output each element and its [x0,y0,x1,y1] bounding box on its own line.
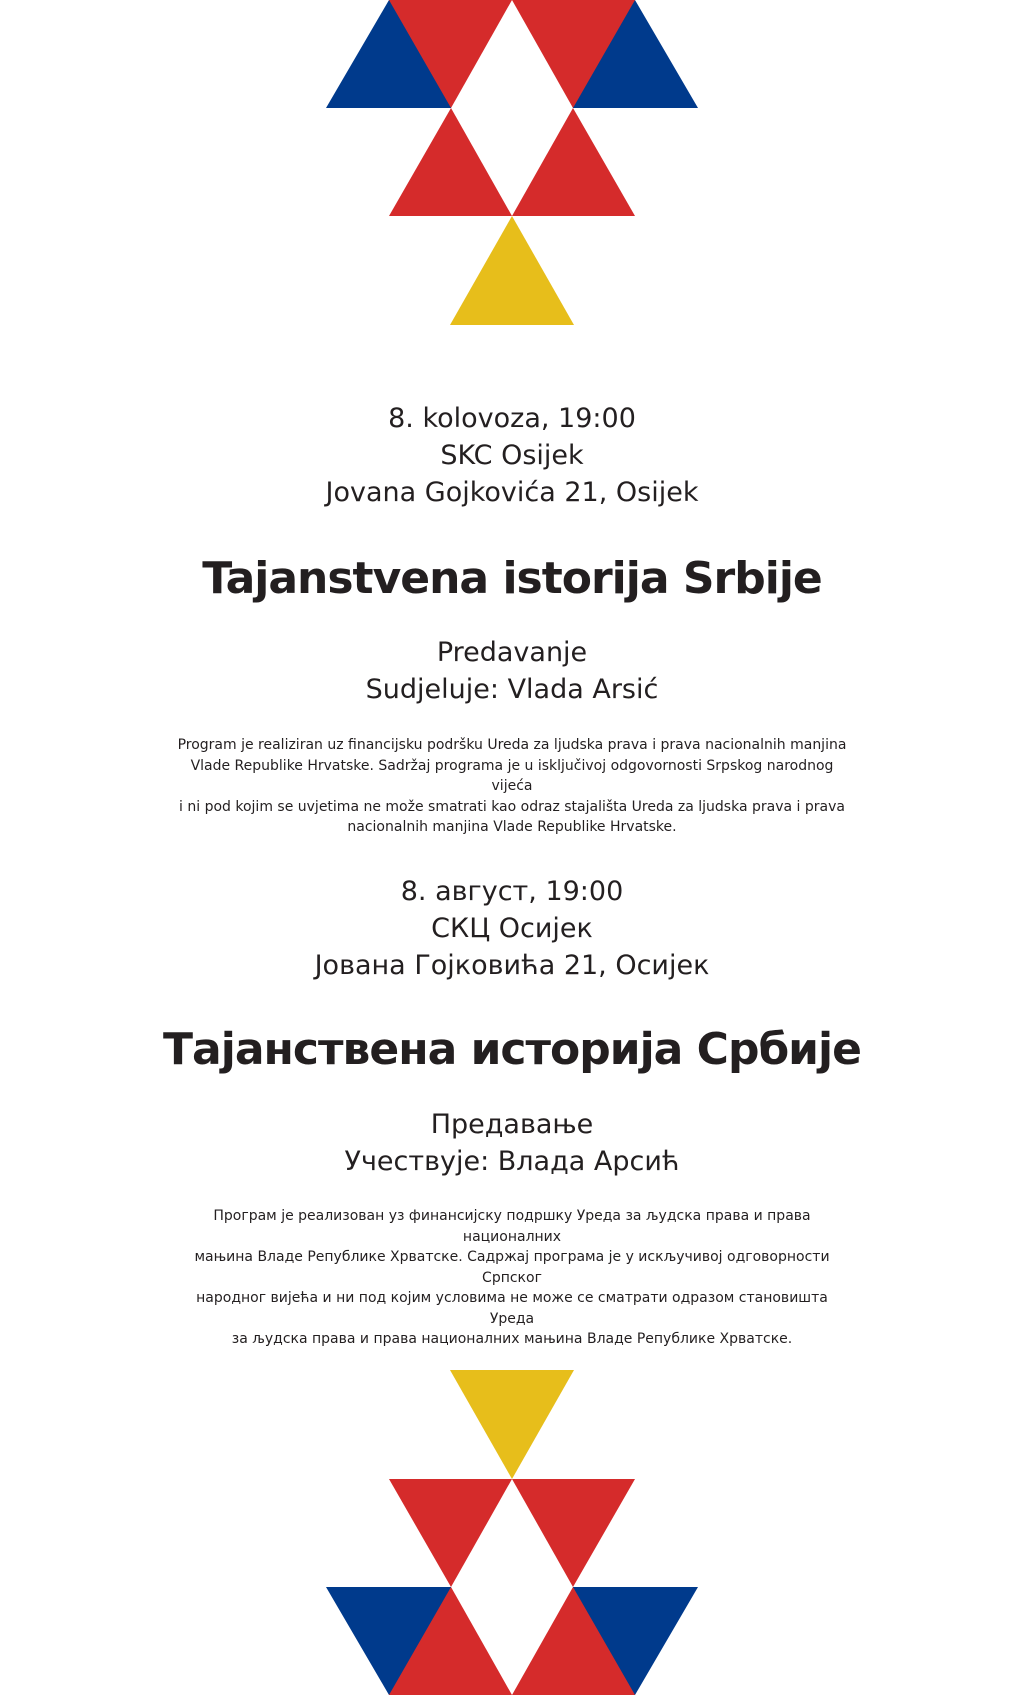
latin-note-line: Vlade Republike Hrvatske. Sadržaj programa je u isključivoj odgovornosti Srpskog narodnog vijeća [190,757,834,794]
latin-venue: SKC Osijek [440,440,584,471]
cyrillic-address: Јована Гојковића 21, Осијек [314,950,710,981]
latin-event-type: Predavanje [436,637,588,668]
cyrillic-event-type: Предавање [430,1109,594,1140]
latin-note-line: nacionalnih manjina Vlade Republike Hrvatske. [347,819,677,835]
red-triangle-mid-right [512,108,635,216]
latin-address: Jovana Gojkovića 21, Osijek [325,477,699,508]
cyrillic-note-line: народног вијећа и ни под којим условима не може се сматрати одразом становишта Уреда [196,1290,828,1327]
cyrillic-speaker: Учествује: Влада Арсић [344,1146,680,1177]
cyrillic-funding-note [172,1206,852,1350]
latin-event-info [0,400,1024,511]
latin-details [0,634,1024,708]
cyrillic-event-info [0,873,1024,984]
latin-funding-note [172,735,852,838]
cyrillic-note-line: Програм је реализован уз финансијску подршку Уреда за људска права и права националних [213,1208,811,1245]
cyrillic-title: Тајанствена историја Србије [163,1024,861,1075]
latin-title: Tajanstvena istorija Srbije [202,553,822,604]
cyrillic-date: 8. август, 19:00 [400,876,624,907]
bottom-triangle-ornament [0,1365,1024,1695]
yellow-triangle [450,216,574,325]
latin-speaker: Sudjeluje: Vlada Arsić [365,674,659,705]
top-triangle-ornament [0,0,1024,330]
red-triangle-mid-left [389,1479,512,1587]
cyrillic-note-line: за људска права и права националних мањина Владе Републике Хрватске. [231,1331,793,1347]
cyrillic-details [0,1106,1024,1180]
latin-date: 8. kolovoza, 19:00 [388,403,636,434]
yellow-triangle [450,1370,574,1479]
red-triangle-mid-left [389,108,512,216]
red-triangle-mid-right [512,1479,635,1587]
cyrillic-note-line: мањина Владе Републике Хрватске. Садржај програма је у искључивој одговорности Српског [194,1249,830,1286]
latin-note-line: i ni pod kojim se uvjetima ne može smatrati kao odraz stajališta Ureda za ljudska prava i prava [179,798,845,815]
latin-note-line: Program je realiziran uz financijsku podršku Ureda za ljudska prava i prava nacionalnih manjina [177,737,847,753]
cyrillic-venue: СКЦ Осијек [431,913,593,944]
